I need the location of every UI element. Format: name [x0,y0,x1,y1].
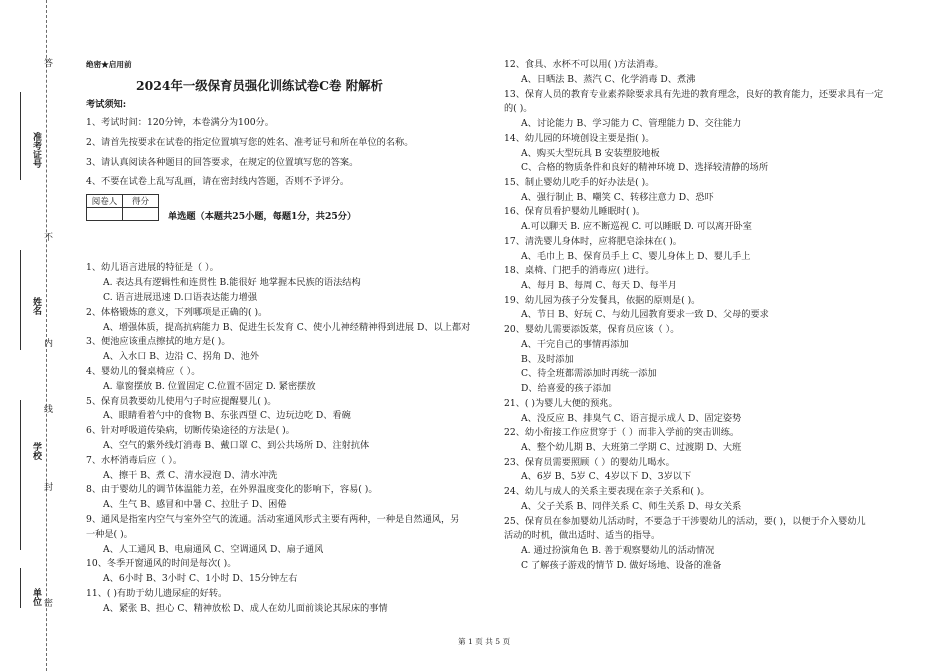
notice-item: 2、请首先按要求在试卷的指定位置填写您的姓名、准考证号和所在单位的名称。 [86,137,414,148]
option-line: A、6岁 B、5岁 C、4岁以下 D、3岁以下 [521,471,692,482]
question-line: 9、通风是指室内空气与室外空气的流通。活动室通风形式主要有两种，一种是自然通风，另 [86,514,460,525]
option-line: A、没反应 B、排臭气 C、语言提示成人 D、固定姿势 [521,413,742,424]
seal-char: 不 [42,232,52,241]
option-line: A、空气的紫外线灯消毒 B、戴口罩 C、到公共场所 D、注射抗体 [103,440,370,451]
question-line: 11、( )有助于幼儿遗尿症的好转。 [86,588,228,599]
school-label: 学校 [31,442,41,460]
option-line: A、增强体质，提高抗病能力 B、促进生长发育 C、使小儿神经精神得到进展 D、以上都对 [103,322,471,333]
option-line: D、给喜爱的孩子添加 [521,383,612,394]
question-line: 1、幼儿语言进展的特征是（ ）。 [86,262,219,273]
seal-line [46,0,47,671]
option-line: A、人工通风 B、电扇通风 C、空调通风 D、扇子通风 [103,544,324,555]
question-line: 17、清洗婴儿身体时，应将肥皂涂抹在( )。 [504,236,682,247]
option-line: B、及时添加 [521,354,574,365]
reviewer-cell: 阅卷人 [87,195,123,208]
seal-char: 线 [42,404,52,413]
question-line: 21、( )为婴儿大便的预兆。 [504,398,618,409]
question-line: 活动的时机，做出适时、适当的指导。 [504,530,661,541]
question-line: 8、由于婴幼儿的调节体温能力差，在外界温度变化的影响下，容易( )。 [86,484,378,495]
notice-title: 考试须知: [86,99,127,110]
question-line: 24、幼儿与成人的关系主要表现在亲子关系和( )。 [504,486,710,497]
seal-char: 封 [42,482,52,491]
section-heading: 单选题（本题共25小题，每题1分，共25分） [168,211,357,222]
option-line: A、眼睛看着勺中的食物 B、东张西望 C、边玩边吃 D、看碗 [103,410,351,421]
question-line: 14、幼儿园的环境创设主要是指( )。 [504,133,655,144]
question-line: 18、桌椅、门把手的消毒应( )进行。 [504,265,655,276]
secret-mark: 绝密★启用前 [86,60,132,69]
question-line: 一种是( )。 [86,529,133,540]
question-line: 10、冬季开窗通风的时间是每次( )。 [86,558,237,569]
notice-item: 4、不要在试卷上乱写乱画，请在密封线内答题，否则不予评分。 [86,176,350,187]
reviewer-blank [87,208,123,221]
option-line: A、讨论能力 B、学习能力 C、管理能力 D、交往能力 [521,118,742,129]
option-line: A、紧张 B、担心 C、精神放松 D、成人在幼儿面前谈论其尿床的事情 [103,603,388,614]
question-line: 25、保育员在参加婴幼儿活动时，不要急于干涉婴幼儿的活动，要( )，以便于介入婴幼儿 [504,516,866,527]
name-underline [20,250,21,350]
question-line: 20、婴幼儿需要添饭菜，保育员应该（ ）。 [504,324,680,335]
seal-char: 密 [42,598,52,607]
option-line: A、节日 B、好玩 C、与幼儿园教育要求一致 D、父母的要求 [521,309,769,320]
question-line: 16、保育员看护婴幼儿睡眠时( )。 [504,206,646,217]
page-number: 第 1 页 共 5 页 [458,637,511,646]
question-line: 5、保育员教要幼儿使用勺子时应提醒婴儿( )。 [86,396,277,407]
option-line: A、6小时 B、3小时 C、1小时 D、15分钟左右 [103,573,298,584]
question-line: 7、水杯消毒后应（ ）。 [86,455,183,466]
question-line: 2、体格锻炼的意义，下列哪项是正确的( )。 [86,307,268,318]
notice-item: 3、请认真阅读各种题目的回答要求，在规定的位置填写您的答案。 [86,157,359,168]
option-line: C、待全班都需添加时再统一添加 [521,368,657,379]
option-line: A、每月 B、每周 C、每天 D、每半月 [521,280,677,291]
option-line: A. 靠窗摆放 B. 位置固定 C.位置不固定 D. 紧密摆放 [103,381,316,392]
seal-char: 内 [42,338,52,347]
exam-no-underline [20,92,21,180]
option-line: A、购买大型玩具 B 安装塑胶地板 [521,148,660,159]
seal-char: 答 [42,58,52,67]
question-line: 15、制止婴幼儿吃手的好办法是( )。 [504,177,655,188]
school-underline [20,400,21,550]
question-line: 19、幼儿园为孩子分发餐具，依据的原则是( )。 [504,295,701,306]
option-line: C、合格的物质条件和良好的精神环境 D、选择较清静的场所 [521,162,769,173]
question-line: 23、保育员需要照顾（ ）的婴幼儿喝水。 [504,457,675,468]
question-line: 13、保育人员的教育专业素养除要求具有先进的教育理念，良好的教育能力，还要求具有一定 [504,89,884,100]
page-title: 2024年一级保育员强化训练试卷C卷 附解析 [136,78,383,93]
question-line: 3、便池应该重点擦拭的地方是( )。 [86,336,231,347]
option-line: A.可以聊天 B. 应不断巡视 C. 可以睡眠 D. 可以离开卧室 [521,221,752,232]
option-line: A、日晒法 B、蒸汽 C、化学消毒 D、煮沸 [521,74,696,85]
option-line: C. 语言进展迅速 D.口语表达能力增强 [103,292,258,303]
grader-box [86,194,159,221]
unit-underline [20,568,21,608]
option-line: A、生气 B、感冒和中暑 C、拉肚子 D、困倦 [103,499,287,510]
option-line: A、毛巾上 B、保育员手上 C、婴儿身体上 D、婴儿手上 [521,251,751,262]
option-line: A、入水口 B、边沿 C、拐角 D、池外 [103,351,259,362]
option-line: A、擦干 B、煮 C、清水浸泡 D、清水冲洗 [103,470,278,481]
question-line: 6、针对呼吸道传染病，切断传染途径的方法是( )。 [86,425,295,436]
option-line: A、强行制止 B、嘲笑 C、转移注意力 D、恐吓 [521,192,714,203]
score-blank [123,208,159,221]
question-line: 的( )。 [504,103,533,114]
question-line: 22、幼小衔接工作应贯穿于（ ）而非入学前的突击训练。 [504,427,740,438]
option-line: A、父子关系 B、同伴关系 C、师生关系 D、母女关系 [521,501,742,512]
option-line: A. 通过扮演角色 B. 善于观察婴幼儿的活动情况 [521,545,715,556]
notice-item: 1、考试时间：120分钟，本卷满分为100分。 [86,117,274,128]
option-line: C 了解孩子游戏的情节 D. 做好场地、设备的准备 [521,560,722,571]
unit-label: 单位 [31,588,41,606]
exam-no-label: 准考证号 [31,132,41,168]
option-line: A. 表达具有逻辑性和连贯性 B.能很好 地掌握本民族的语法结构 [103,277,361,288]
question-line: 4、婴幼儿的餐桌椅应（ ）。 [86,366,201,377]
score-cell: 得分 [123,195,159,208]
option-line: A、整个幼儿期 B、大班第二学期 C、过渡期 D、大班 [521,442,742,453]
option-line: A、干完自己的事情再添加 [521,339,629,350]
name-label: 姓名 [31,297,41,315]
question-line: 12、食具、水杯不可以用( )方法消毒。 [504,59,664,70]
